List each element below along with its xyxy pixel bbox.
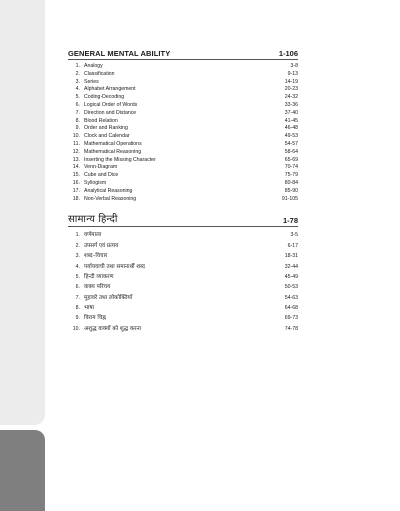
table-of-contents (68, 49, 298, 338)
entry-number: 8. (75, 305, 80, 312)
entry-title: हिन्दी व्याकरण (84, 273, 114, 280)
entry-pages: 45-49 (284, 273, 298, 280)
entry-pages: 9-13 (287, 70, 298, 77)
section-page-range: 1-78 (282, 216, 298, 226)
toc-entry (68, 262, 298, 272)
toc-entry (68, 293, 298, 303)
entry-pages: 65-69 (284, 156, 298, 163)
entry-pages: 41-45 (284, 117, 298, 124)
entry-title: उपसर्ग एवं प्रत्यय (84, 242, 119, 249)
entry-title: Series (84, 78, 99, 85)
toc-entry (68, 172, 298, 180)
entry-number: 15. (72, 172, 80, 179)
entry-number: 3. (75, 78, 80, 85)
entry-pages: 70-74 (284, 164, 298, 171)
toc-entry (68, 71, 298, 79)
toc-entry (68, 149, 298, 157)
entry-title: Inserting the Missing Character (84, 156, 156, 163)
entry-pages: 32-44 (284, 263, 298, 270)
entry-number: 14. (72, 164, 80, 171)
entry-title: मुहावरे तथा लोकोक्तियाँ (84, 294, 133, 301)
entry-number: 4. (75, 263, 80, 270)
toc-entry (68, 133, 298, 141)
entry-number: 7. (75, 294, 80, 301)
entry-number: 12. (72, 148, 80, 155)
section-general-mental-ability (68, 49, 298, 203)
entry-title: Cube and Dice (84, 172, 119, 179)
toc-entry (68, 230, 298, 240)
entry-number: 2. (75, 242, 80, 249)
entry-number: 18. (72, 195, 80, 202)
entry-pages: 20-23 (284, 86, 298, 93)
entry-title: Classification (84, 70, 115, 77)
entry-title: Blood Relation (84, 117, 118, 124)
toc-entry (68, 303, 298, 313)
toc-entry (68, 94, 298, 102)
entry-number: 4. (75, 86, 80, 93)
entry-title: Analogy (84, 63, 103, 69)
entry-title: Order and Ranking (84, 125, 128, 132)
entry-pages: 50-53 (284, 284, 298, 291)
entry-pages: 69-73 (284, 315, 298, 322)
entry-pages: 46-48 (284, 125, 298, 132)
toc-entry (68, 272, 298, 282)
entry-pages: 6-17 (287, 242, 298, 249)
entry-title: शब्द–विचार (84, 253, 108, 260)
entry-pages: 91-105 (281, 195, 298, 202)
toc-entry (68, 313, 298, 323)
toc-entry (68, 110, 298, 118)
entry-pages: 80-84 (284, 179, 298, 186)
entry-pages: 64-68 (284, 305, 298, 312)
entry-number: 8. (75, 117, 80, 124)
section-title: सामान्य हिन्दी (68, 214, 118, 226)
toc-entry (68, 118, 298, 126)
entry-title: Venn-Diagram (84, 164, 118, 171)
entry-number: 5. (75, 273, 80, 280)
entry-title: भाषा (84, 305, 95, 312)
entry-pages: 18-31 (284, 253, 298, 260)
entry-pages: 24-32 (284, 94, 298, 101)
entry-number: 6. (75, 284, 80, 291)
entry-title: Syllogism (84, 179, 107, 186)
entry-pages: 54-63 (284, 294, 298, 301)
entry-number: 2. (75, 70, 80, 77)
toc-entry (68, 164, 298, 172)
entry-pages: 74-78 (284, 325, 298, 332)
entry-pages: 3-8 (290, 63, 298, 69)
side-margin-strip (0, 0, 45, 425)
entry-number: 16. (72, 179, 80, 186)
section-samanya-hindi (68, 211, 298, 334)
section-header (68, 49, 298, 60)
entry-pages: 58-64 (284, 148, 298, 155)
entry-title: Alphabet Arrangement (84, 86, 136, 93)
entry-title: Logical Order of Words (84, 101, 138, 108)
toc-entry (68, 102, 298, 110)
entry-pages: 75-79 (284, 172, 298, 179)
side-margin-tab (0, 430, 45, 511)
entry-number: 7. (75, 109, 80, 116)
entry-title: विराम चिह्न (84, 315, 106, 322)
toc-entry (68, 79, 298, 87)
toc-entry (68, 196, 298, 204)
section-title: GENERAL MENTAL ABILITY (68, 49, 171, 58)
entry-title: Mathematical Operations (84, 140, 142, 147)
entry-number: 13. (72, 156, 80, 163)
toc-entry (68, 282, 298, 292)
entry-number: 5. (75, 94, 80, 101)
toc-entry (68, 157, 298, 165)
toc-entry (68, 86, 298, 94)
entry-title: Analytical Reasoning (84, 187, 133, 194)
entry-title: Clock and Calendar (84, 133, 130, 140)
entry-pages: 85-90 (284, 187, 298, 194)
toc-entry (68, 180, 298, 188)
section-page-range: 1-106 (278, 49, 298, 58)
entry-pages: 33-36 (284, 101, 298, 108)
entry-title: वर्णमाला (84, 232, 102, 239)
entry-pages: 49-53 (284, 133, 298, 140)
entry-pages: 3-5 (290, 232, 298, 239)
toc-entry (68, 141, 298, 149)
entry-title: Direction and Distance (84, 109, 137, 116)
entry-title: Non-Verbal Reasoning (84, 195, 137, 202)
entry-number: 1. (75, 232, 80, 239)
entry-number: 10. (72, 133, 80, 140)
entry-number: 9. (75, 125, 80, 132)
entry-title: पर्यायवाची तथा समानार्थी शब्द (84, 263, 146, 270)
entry-pages: 37-40 (284, 109, 298, 116)
entry-number: 11. (73, 140, 80, 147)
entry-number: 10. (72, 325, 80, 332)
toc-entry (68, 251, 298, 261)
entry-title: Mathematical Reasoning (84, 148, 142, 155)
entry-pages: 54-57 (284, 140, 298, 147)
entry-number: 6. (75, 101, 80, 108)
entry-title: वाक्य परिचय (84, 284, 111, 291)
entry-number: 9. (75, 315, 80, 322)
toc-entry (68, 188, 298, 196)
toc-entry (68, 63, 298, 71)
section-header (68, 211, 298, 227)
entry-number: 1. (75, 63, 80, 69)
toc-entry (68, 324, 298, 334)
entry-title: Coding-Decoding (84, 94, 125, 101)
entry-number: 17. (72, 187, 80, 194)
entry-title: अशुद्ध वाक्यों को शुद्ध करना (84, 325, 142, 332)
entry-number: 3. (75, 253, 80, 260)
entry-pages: 14-19 (284, 78, 298, 85)
toc-entry (68, 241, 298, 251)
toc-entry (68, 125, 298, 133)
